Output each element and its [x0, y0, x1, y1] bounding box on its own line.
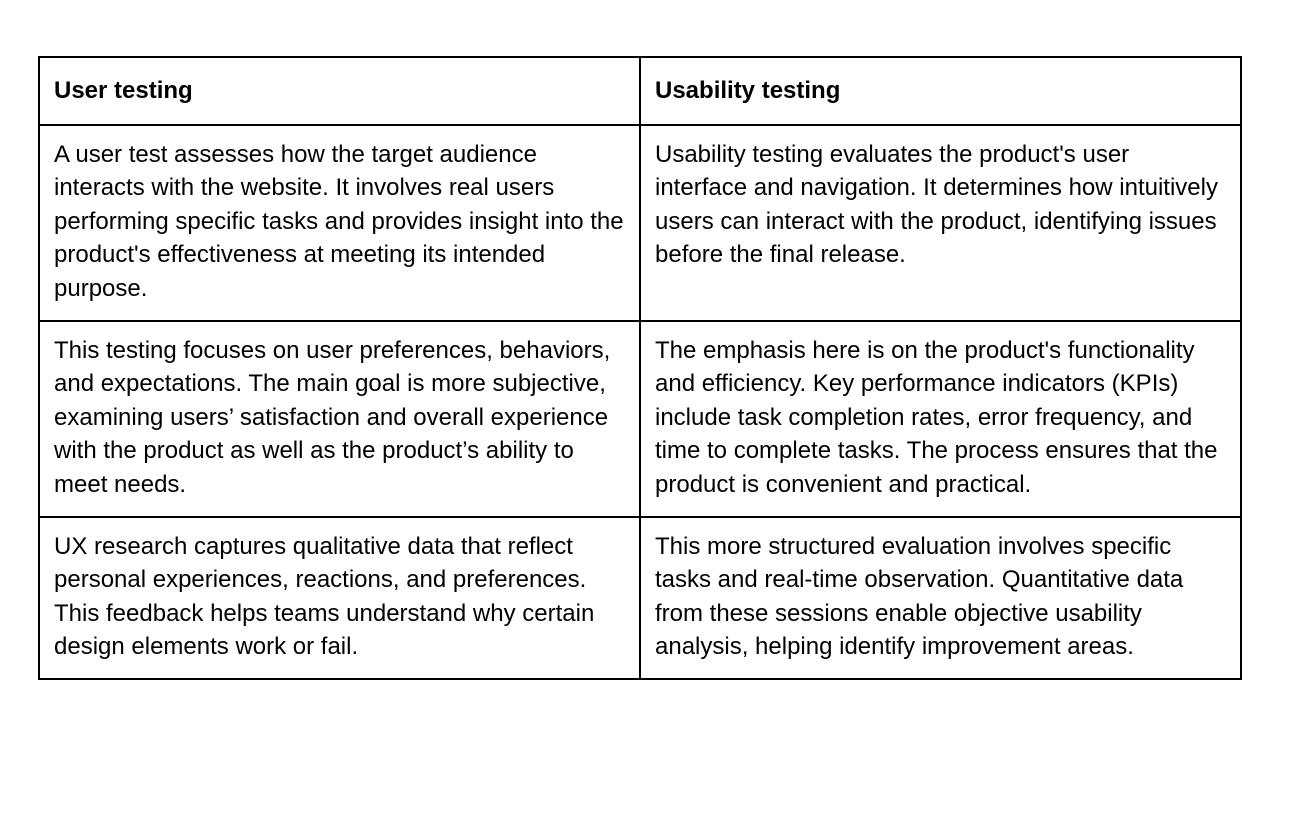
column-header-usability-testing [640, 57, 1241, 125]
cell-text: The emphasis here is on the product's functionality and efficiency. Key performance indicators (KPIs) include task completion rates, error frequency, and time to complete tasks. The process ensures that the product is convenient and practical. [655, 336, 1225, 498]
table-header [39, 57, 1241, 125]
cell-text: Usability testing evaluates the product's user interface and navigation. It determines how intuitively users can interact with the product, identifying issues before the final release. [655, 140, 1225, 269]
table-cell [640, 517, 1241, 679]
cell-text: UX research captures qualitative data that reflect personal experiences, reactions, and preferences. This feedback helps teams understand why certain design elements work or fail. [54, 532, 601, 661]
table-body [39, 125, 1241, 679]
table-cell [39, 321, 640, 517]
table-cell [39, 517, 640, 679]
table-cell [640, 321, 1241, 517]
cell-text: This testing focuses on user preferences, behaviors, and expectations. The main goal is more subjective, examining users’ satisfaction and overall experience with the product as well as the product’s ability to meet needs. [54, 336, 617, 498]
table-row [39, 125, 1241, 321]
table-row [39, 517, 1241, 679]
table-header-row [39, 57, 1241, 125]
table-row [39, 321, 1241, 517]
table-cell [39, 125, 640, 321]
comparison-table [38, 56, 1242, 680]
column-header-label: User testing [54, 77, 193, 104]
column-header-user-testing [39, 57, 640, 125]
table-cell [640, 125, 1241, 321]
cell-text: A user test assesses how the target audience interacts with the website. It involves real users performing specific tasks and provides insight into the product's effectiveness at meeting its intended purpose. [54, 140, 631, 302]
column-header-label: Usability testing [655, 77, 841, 104]
cell-text: This more structured evaluation involves specific tasks and real-time observation. Quantitative data from these sessions enable objective usability analysis, helping identify improvement areas. [655, 532, 1190, 661]
